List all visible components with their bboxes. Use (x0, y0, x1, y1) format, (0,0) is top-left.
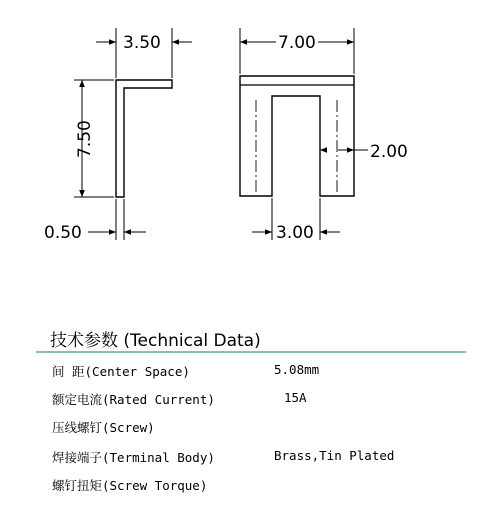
spec-value: 15A (284, 390, 307, 405)
spec-label: 间 距(Center Space) (52, 364, 190, 379)
tech-data-title: 技术参数 (Technical Data) (50, 331, 261, 351)
title-divider (36, 351, 466, 353)
dim-thickness: 0.50 (44, 223, 82, 243)
side-profile (116, 80, 172, 197)
spec-value: Brass,Tin Plated (274, 448, 395, 463)
dim-leg-width: 2.00 (370, 142, 408, 162)
spec-label: 额定电流(Rated Current) (52, 392, 215, 407)
spec-value: 5.08mm (274, 362, 320, 377)
dim-front-width: 7.00 (278, 33, 316, 53)
dim-slot-width: 3.00 (276, 223, 314, 243)
front-view (240, 28, 368, 240)
spec-label: 焊接端子(Terminal Body) (52, 450, 215, 465)
dim-side-height: 7.50 (75, 120, 95, 158)
spec-label: 压线螺钉(Screw) (52, 420, 155, 435)
spec-label: 螺钉扭矩(Screw Torque) (52, 478, 208, 493)
dim-side-width: 3.50 (123, 33, 161, 53)
